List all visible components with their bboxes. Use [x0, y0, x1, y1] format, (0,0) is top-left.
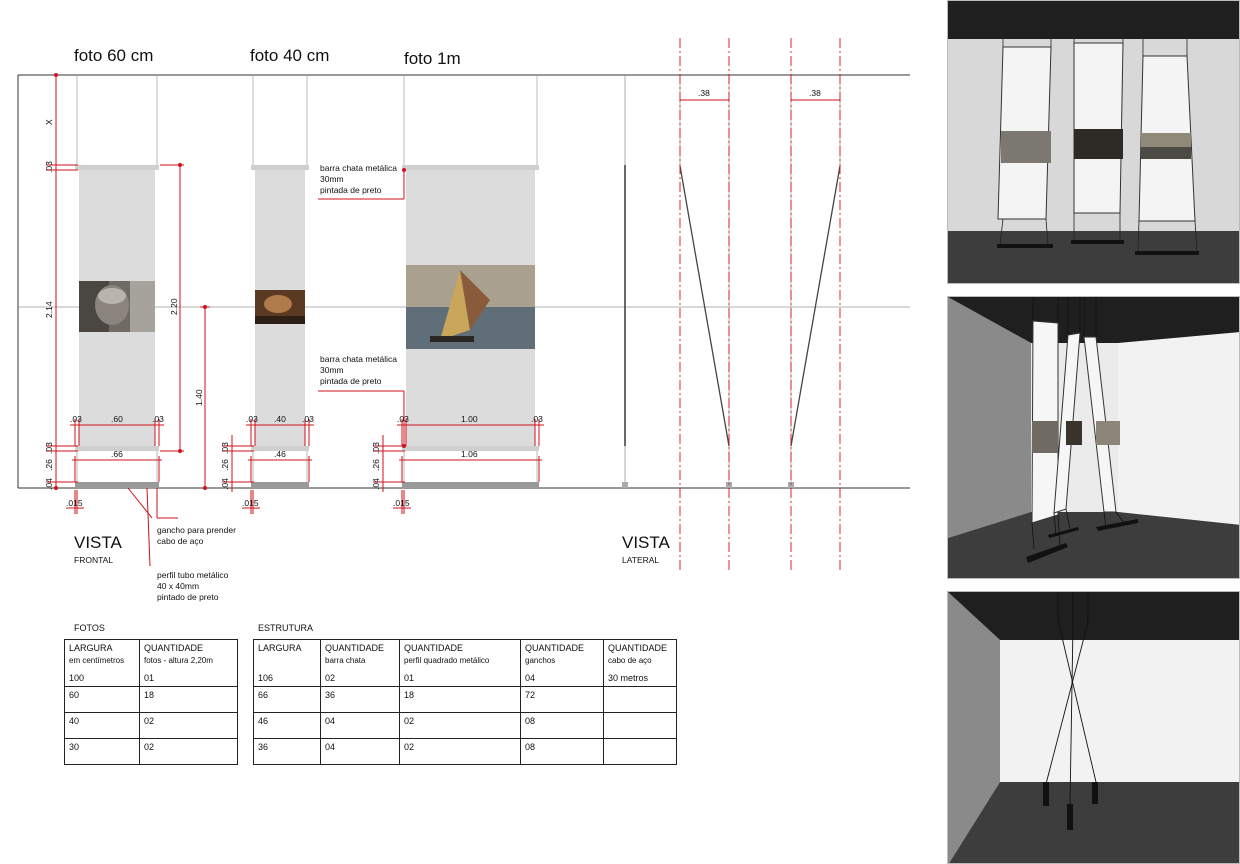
dim-04-c: .04 — [371, 478, 381, 490]
dim-26-a: .26 — [44, 459, 54, 471]
fotos-cell: 01 — [144, 673, 155, 683]
side-view — [622, 75, 840, 488]
banner-40 — [251, 75, 309, 488]
dim-100: 1.00 — [461, 414, 478, 424]
dim-03-top: .03 — [44, 161, 54, 173]
dim-26-b: .26 — [220, 459, 230, 471]
dim-100-left: .03 — [397, 414, 409, 424]
label-vista-lateral: VISTA — [622, 533, 670, 552]
dim-60-right: .03 — [152, 414, 164, 424]
fotos-table — [64, 639, 238, 765]
note-barra-mid-1: barra chata metálica — [320, 354, 398, 364]
note-barra-top-3: pintada de preto — [320, 185, 382, 195]
label-lateral: LATERAL — [622, 555, 660, 565]
note-perfil-1: perfil tubo metálico — [157, 570, 229, 580]
fotos-header-largura: LARGURA em centímetros 100 — [65, 640, 140, 687]
dim-40: .40 — [274, 414, 286, 424]
dim-lateral-1: .38 — [698, 88, 710, 98]
banner-60 — [75, 75, 159, 488]
dim-66: .66 — [111, 449, 123, 459]
label-frontal: FRONTAL — [74, 555, 114, 565]
dim-220: 2.20 — [169, 298, 179, 315]
estrutura-table: LARGURA 106 QUANTIDADE barra chata 02 QUANTIDADE perfil quadrado metálico 01 QUANTIDADE ganchos 04 QUANTIDADE cabo de aço 30 metros 66 36 18 72 46 04 02 08 36 04 02 08 — [253, 639, 677, 765]
table-row: 30 02 — [65, 739, 238, 765]
title-foto-40: foto 40 cm — [250, 46, 330, 65]
note-barra-mid-3: pintada de preto — [320, 376, 382, 386]
render-panel-front — [947, 0, 1240, 284]
render-photo-2 — [1074, 129, 1123, 159]
fotos-table-title: FOTOS — [74, 623, 105, 633]
dim-140: 1.40 — [194, 389, 204, 406]
render-photo-1 — [1001, 131, 1051, 163]
note-gancho-2: cabo de aço — [157, 536, 204, 546]
dim-60: .60 — [111, 414, 123, 424]
note-perfil-2: 40 x 40mm — [157, 581, 200, 591]
dim-04-a: .04 — [44, 478, 54, 490]
dim-214: 2.14 — [44, 301, 54, 318]
dim-lateral-2: .38 — [809, 88, 821, 98]
dim-015-a: .015 — [66, 498, 83, 508]
label-vista-frontal: VISTA — [74, 533, 122, 552]
note-gancho-1: gancho para prender — [157, 525, 236, 535]
dim-60-left: .03 — [70, 414, 82, 424]
banner-100 — [402, 75, 539, 488]
render-panel-side — [947, 591, 1240, 864]
estrutura-table-title: ESTRUTURA — [258, 623, 314, 633]
fotos-header-quantidade: QUANTIDADE fotos - altura 2,20m 01 — [140, 640, 238, 687]
dim-015-b: .015 — [242, 498, 259, 508]
note-barra-top-1: barra chata metálica — [320, 163, 398, 173]
dim-04-b: .04 — [220, 478, 230, 490]
dim-015-c: .015 — [393, 498, 410, 508]
table-row: 40 02 — [65, 713, 238, 739]
dim-40-right: .03 — [302, 414, 314, 424]
note-barra-top-2: 30mm — [320, 174, 344, 184]
table-row: 36 04 02 08 — [254, 739, 677, 765]
dim-x: X — [44, 119, 54, 125]
table-row: 66 36 18 72 — [254, 687, 677, 713]
note-perfil-3: pintado de preto — [157, 592, 219, 602]
render-panel-perspective — [947, 296, 1240, 579]
dim-100-right: .03 — [531, 414, 543, 424]
fotos-cell: 100 — [69, 673, 85, 683]
dim-26-c: .26 — [371, 459, 381, 471]
dim-40-left: .03 — [246, 414, 258, 424]
dim-46: .46 — [274, 449, 286, 459]
note-barra-mid-2: 30mm — [320, 365, 344, 375]
dim-03-b: .03 — [220, 442, 230, 454]
dim-03-c: .03 — [371, 442, 381, 454]
dim-106: 1.06 — [461, 449, 478, 459]
title-foto-60: foto 60 cm — [74, 46, 154, 65]
title-foto-1m: foto 1m — [404, 49, 461, 68]
table-row: 46 04 02 08 — [254, 713, 677, 739]
dim-03-a: .03 — [44, 442, 54, 454]
table-row: 60 18 — [65, 687, 238, 713]
